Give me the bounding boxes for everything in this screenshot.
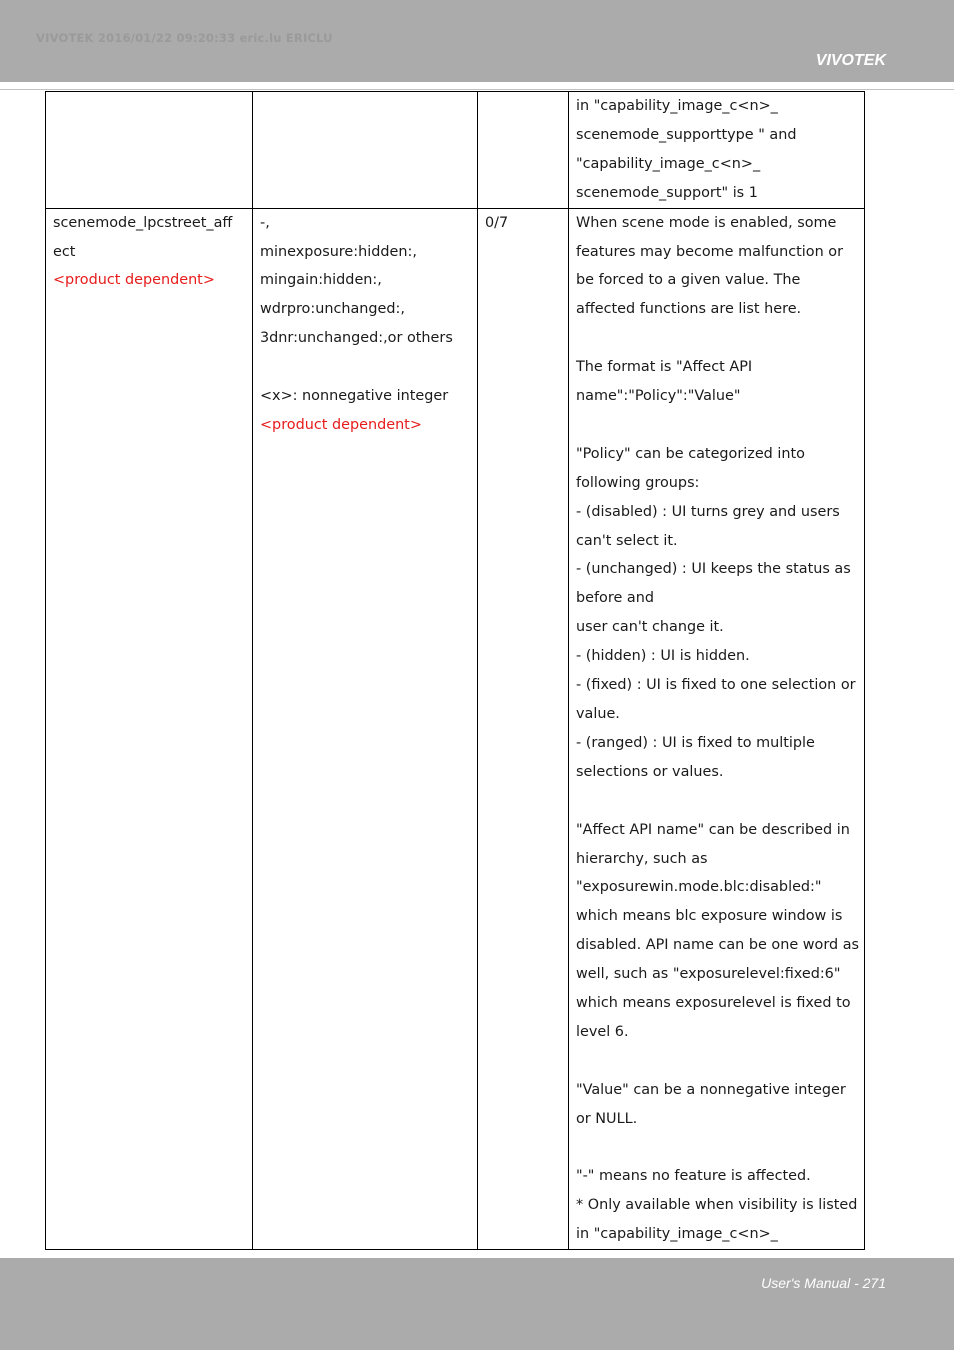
description-line: scenemode_support" is 1 bbox=[576, 184, 758, 201]
param-name-line: scenemode_lpcstreet_aff bbox=[53, 214, 233, 231]
description-line: features may become malfunction or bbox=[576, 243, 844, 260]
description-line: "Value" can be a nonnegative integer bbox=[576, 1081, 846, 1098]
page-footer bbox=[0, 1258, 954, 1350]
description-line: "exposurewin.mode.blc:disabled:" bbox=[576, 879, 822, 896]
print-watermark: VIVOTEK 2016/01/22 09:20:33 eric.lu ERICLU bbox=[36, 31, 333, 45]
param-name-line: ect bbox=[53, 243, 76, 260]
param-name-cell bbox=[46, 208, 253, 1250]
page-number: User's Manual - 271 bbox=[761, 1275, 886, 1291]
description-line: "capability_image_c<n>_ bbox=[576, 155, 761, 172]
description-line: name":"Policy":"Value" bbox=[576, 388, 741, 405]
value-line: mingain:hidden:, bbox=[260, 272, 382, 289]
description-line: "Affect API name" can be described in bbox=[576, 821, 850, 838]
description-line: or NULL. bbox=[576, 1110, 638, 1127]
value-line: <x>: nonnegative integer bbox=[260, 388, 449, 405]
value-line: wdrpro:unchanged:, bbox=[260, 301, 405, 318]
description-line: The format is "Affect API bbox=[576, 359, 753, 376]
description-line: level 6. bbox=[576, 1023, 629, 1040]
header-divider bbox=[0, 89, 954, 90]
description-line: user can't change it. bbox=[576, 619, 724, 636]
blank-line bbox=[576, 1134, 857, 1163]
description-line: "-" means no feature is affected. bbox=[576, 1168, 811, 1185]
param-values-cell bbox=[253, 208, 478, 1250]
description-cell bbox=[569, 92, 865, 209]
table-row bbox=[46, 208, 865, 1250]
parameter-table bbox=[45, 91, 865, 1250]
description-line: in "capability_image_c<n>_ bbox=[576, 98, 778, 114]
description-line: well, such as "exposurelevel:fixed:6" bbox=[576, 966, 841, 983]
product-dependent-note: <product dependent> bbox=[260, 416, 422, 433]
description-line: - (fixed) : UI is fixed to one selection or bbox=[576, 677, 856, 694]
description-line: following groups: bbox=[576, 474, 700, 491]
blank-line bbox=[576, 787, 857, 816]
description-line: "Policy" can be categorized into bbox=[576, 445, 805, 462]
description-line: hierarchy, such as bbox=[576, 850, 708, 867]
product-dependent-note: <product dependent> bbox=[53, 272, 215, 289]
description-line: - (disabled) : UI turns grey and users bbox=[576, 503, 840, 520]
value-line: 3dnr:unchanged:,or others bbox=[260, 330, 453, 347]
param-name-cell bbox=[46, 92, 253, 209]
description-line: can't select it. bbox=[576, 532, 678, 549]
description-line: When scene mode is enabled, some bbox=[576, 214, 837, 231]
value-line: minexposure:hidden:, bbox=[260, 243, 417, 260]
blank-line bbox=[576, 1047, 857, 1076]
description-cell bbox=[569, 208, 865, 1250]
description-line: which means exposurelevel is fixed to bbox=[576, 995, 851, 1012]
param-values-cell bbox=[253, 92, 478, 209]
description-line: - (ranged) : UI is fixed to multiple bbox=[576, 734, 815, 751]
description-line: be forced to a given value. The bbox=[576, 272, 801, 289]
blank-line bbox=[260, 353, 470, 382]
blank-line bbox=[576, 324, 857, 353]
blank-line bbox=[576, 411, 857, 440]
description-line: selections or values. bbox=[576, 763, 724, 780]
description-line: - (unchanged) : UI keeps the status as bbox=[576, 561, 851, 578]
description-line: before and bbox=[576, 590, 654, 607]
brand-logo-text: VIVOTEK bbox=[815, 52, 886, 69]
description-line: * Only available when visibility is listed bbox=[576, 1197, 858, 1214]
description-line: which means blc exposure window is bbox=[576, 908, 843, 925]
security-cell bbox=[478, 92, 569, 209]
security-value: 0/7 bbox=[485, 214, 509, 231]
security-cell bbox=[478, 208, 569, 1250]
page-header bbox=[0, 0, 954, 82]
description-line: disabled. API name can be one word as bbox=[576, 937, 860, 954]
description-line: affected functions are list here. bbox=[576, 301, 802, 318]
table-row bbox=[46, 92, 865, 209]
value-line: -, bbox=[260, 214, 270, 231]
description-line: scenemode_supporttype " and bbox=[576, 126, 797, 143]
description-line: value. bbox=[576, 706, 620, 722]
description-line: - (hidden) : UI is hidden. bbox=[576, 648, 750, 665]
description-line: in "capability_image_c<n>_ bbox=[576, 1226, 778, 1243]
